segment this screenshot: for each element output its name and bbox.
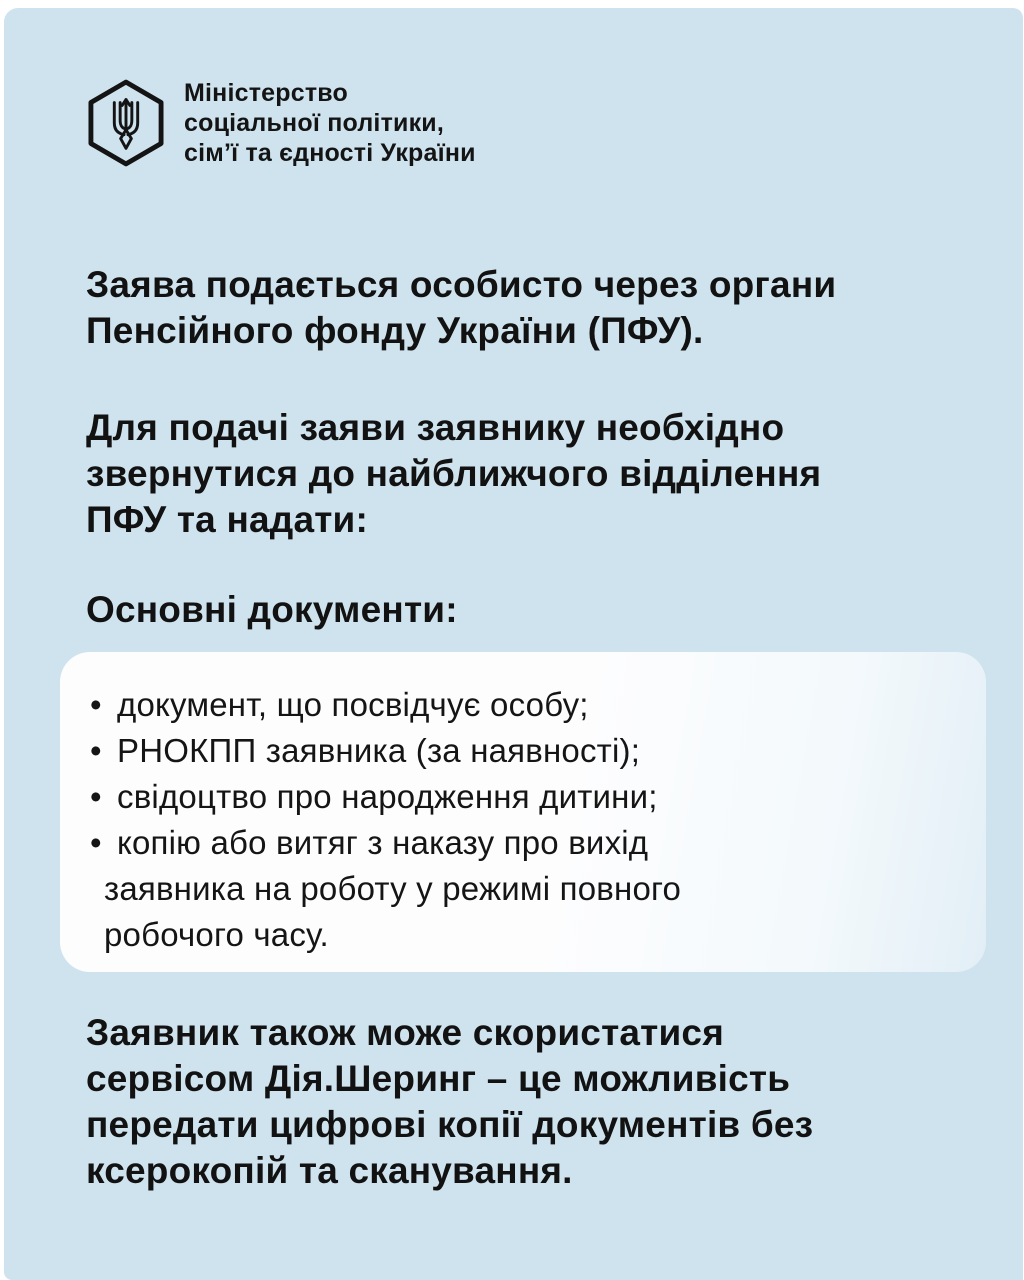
text-line: звернутися до найближчого відділення	[86, 453, 822, 494]
list-item-text: свідоцтво про народження дитини;	[117, 778, 658, 815]
paragraph-how-to-apply	[86, 405, 821, 543]
list-item	[90, 728, 966, 774]
list-item	[90, 774, 966, 820]
heading-text: Основні документи:	[86, 589, 458, 630]
ministry-name-line: сім’ї та єдності України	[184, 139, 476, 167]
bullet-icon: •	[90, 778, 102, 815]
text-line: передати цифрові копії документів без	[86, 1104, 814, 1145]
paragraph-diia-sharing	[86, 1010, 813, 1194]
text-line: Для подачі заяви заявнику необхідно	[86, 407, 785, 448]
text-line: ПФУ та надати:	[86, 499, 369, 540]
bullet-icon: •	[90, 824, 102, 861]
bullet-icon: •	[90, 732, 102, 769]
list-item	[90, 682, 966, 728]
list-item	[90, 820, 966, 958]
list-item-text: РНОКПП заявника (за наявності);	[117, 732, 641, 769]
paragraph-application-submission	[86, 262, 836, 354]
documents-box	[60, 652, 986, 972]
list-item-text: документ, що посвідчує особу;	[117, 686, 589, 723]
bullet-icon: •	[90, 686, 102, 723]
ministry-name	[184, 78, 476, 168]
ministry-name-line: Міністерство	[184, 79, 348, 107]
list-item-text: заявника на роботу у режимі повного	[104, 870, 682, 907]
text-line: ксерокопій та сканування.	[86, 1150, 573, 1191]
documents-list	[90, 682, 966, 958]
ministry-logo	[88, 78, 476, 168]
list-item-text: робочого часу.	[104, 916, 329, 953]
documents-list-heading	[86, 587, 458, 633]
list-item-text: копію або витяг з наказу про вихід	[117, 824, 649, 861]
text-line: Заява подається особисто через органи	[86, 264, 837, 305]
text-line: Пенсійного фонду України (ПФУ).	[86, 310, 704, 351]
ministry-name-line: соціальної політики,	[184, 109, 445, 137]
text-line: сервісом Дія.Шеринг – це можливість	[86, 1058, 791, 1099]
text-line: Заявник також може скористатися	[86, 1012, 725, 1053]
trident-hexagon-icon	[88, 78, 164, 168]
